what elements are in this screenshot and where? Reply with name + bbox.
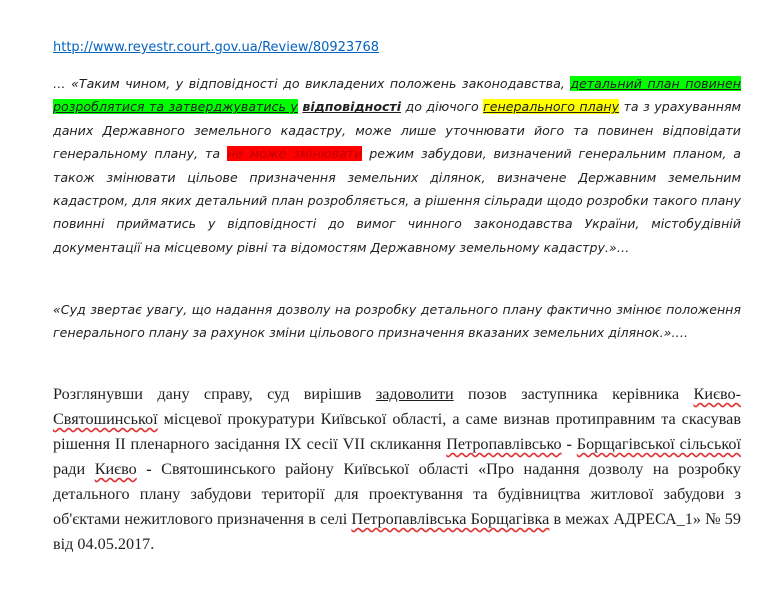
highlight-green: детальний план повинен розроблятися та затверджуватись у bbox=[53, 76, 742, 115]
quote-paragraph-2: «Суд звертає увагу, що надання дозволу на розробку детального плану фактично змінює положення генерального плану за рахунок зміни цільового призначення вказаних земельних ділянок.»…. bbox=[53, 302, 741, 341]
spellcheck-word-1: Києво-Святошинської bbox=[53, 385, 741, 428]
quote1-text-4: режим забудови, визначений генеральним планом, а також змінювати цільове призначення земельних ділянок, визначене Державним земельним кадастром, для яких детальний план розробляється, а рішення сільради щодо розробки такого плану повинні прийматись у відповідності до вимог чинного законодавства України, містобудівній документації на місцевому рівні та відомостям Державному земельному кадастру.»… bbox=[53, 146, 741, 255]
para-text-8: Святошинського району Київської області «Про надання дозволу на розробку детального плану забудови території для проектування та будівництва житлової забудови з об'єктами нежитлового призначення в селі bbox=[53, 460, 741, 528]
source-link[interactable]: http://www.reyestr.court.gov.ua/Review/80923768 bbox=[53, 40, 380, 55]
underlined-word: задоволити bbox=[375, 385, 454, 403]
para-text-6: ради bbox=[53, 460, 95, 478]
highlight-yellow: генерального плану bbox=[483, 99, 620, 115]
para-text-2: позов заступника керівника bbox=[453, 385, 694, 403]
bold-dash-1: - bbox=[566, 435, 572, 453]
para-text-3: місцевої прокуратури Київської області, а саме визнав протиправним та скасував рішення ІІ пленарного засідання ІХ сесії VII скликання bbox=[53, 410, 741, 453]
highlight-red: не може змінювати bbox=[226, 146, 363, 162]
para-text-7 bbox=[137, 460, 147, 478]
spellcheck-word-3: Борщагівської сільської bbox=[576, 435, 742, 453]
para-text-9: в межах АДРЕСА_1» № 59 від 04.05.2017. bbox=[53, 510, 741, 553]
bold-underlined-word: відповідності bbox=[302, 99, 402, 115]
quote1-text-1: … «Таким чином, у відповідності до викладених положень законодавства, bbox=[53, 76, 571, 91]
spellcheck-word-2: Петропавлівсько bbox=[446, 435, 562, 453]
quote1-text-3: та з урахуванням даних Державного земельного кадастру, може лише уточнювати його та повинен відповідати генеральному плану, та bbox=[53, 99, 742, 162]
para-text-1: Розглянувши дану справу, суд вирішив bbox=[53, 385, 376, 403]
quote1-text-2: до діючого bbox=[401, 99, 484, 115]
decision-paragraph bbox=[53, 382, 741, 557]
spellcheck-word-5: Петропавлівська Борщагівка bbox=[351, 510, 550, 528]
spellcheck-word-4: Києво bbox=[94, 460, 137, 478]
quote-paragraph-1 bbox=[53, 72, 741, 259]
bold-dash-2: - bbox=[146, 460, 152, 478]
